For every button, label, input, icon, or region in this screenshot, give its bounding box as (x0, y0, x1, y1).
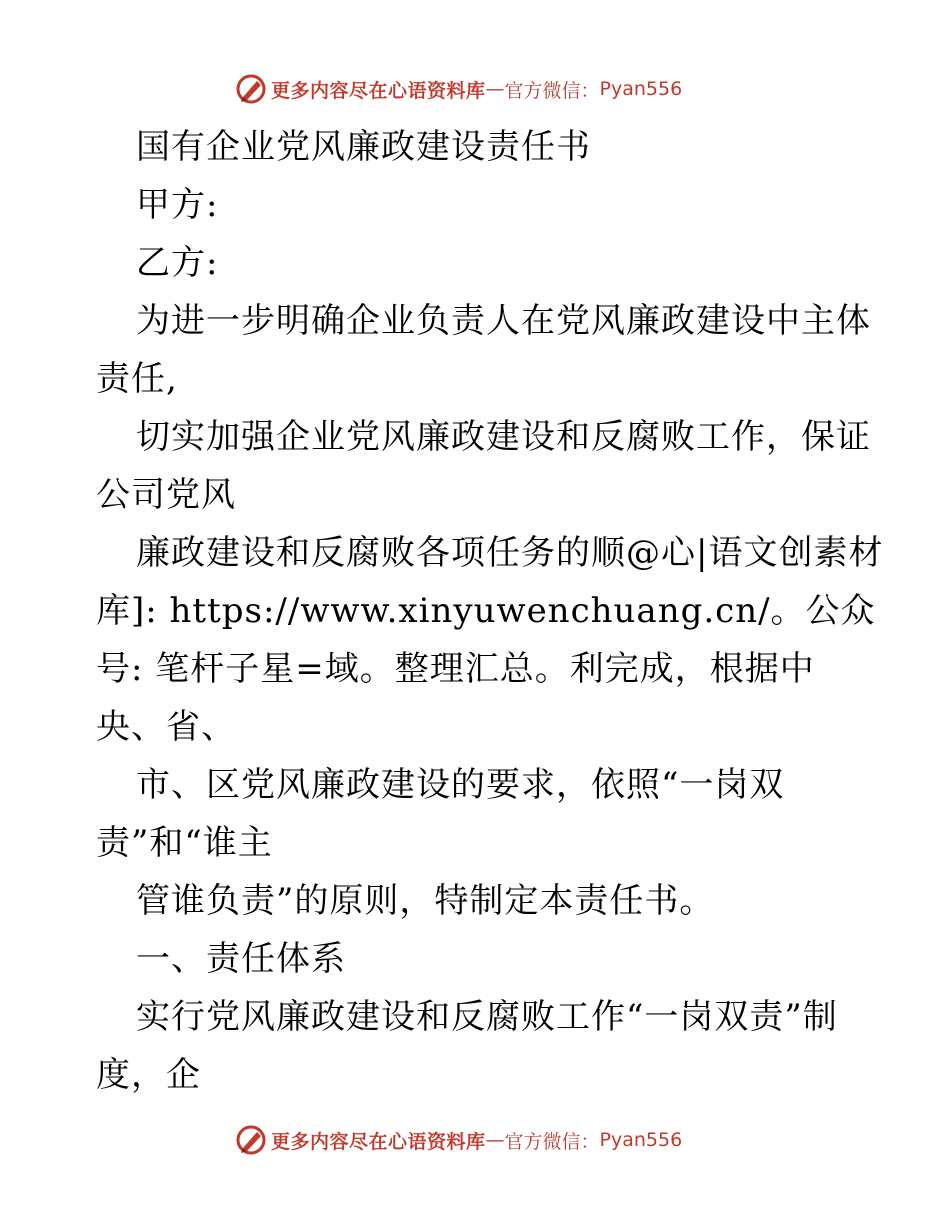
text-line: 度，企 (96, 1055, 201, 1095)
watermark-label: 官方微信： (504, 1130, 600, 1153)
text-line: 央、省、 (96, 707, 236, 747)
section-heading: 一、责任体系 (136, 939, 346, 979)
text-line: 责任, (96, 359, 178, 399)
watermark-separator: — (485, 78, 505, 100)
watermark-id: Pyan556 (599, 1129, 683, 1151)
document-body (96, 118, 884, 1104)
party-a: 甲方: (136, 185, 219, 225)
text-line: 实行党风廉政建设和反腐败工作“一岗双责”制 (136, 997, 838, 1037)
text-line: 管谁负责”的原则，特制定本责任书。 (136, 881, 715, 921)
watermark-separator: — (485, 1129, 505, 1151)
watermark-label: 官方微信： (504, 79, 600, 102)
document-title: 国有企业党风廉政建设责任书 (136, 127, 591, 167)
text-line: 公司党风 (96, 475, 236, 515)
text-line: 为进一步明确企业负责人在党风廉政建设中主体 (136, 301, 871, 341)
text-line: 切实加强企业党风廉政建设和反腐败工作，保证 (136, 417, 871, 457)
text-line: 库]: https://www.xinyuwenchuang.cn/。公众 (96, 591, 876, 631)
text-line: 号: 笔杆子星=域。整理汇总。利完成，根据中 (96, 649, 815, 689)
text-line: 市、区党风廉政建设的要求，依照“一岗双 (136, 765, 785, 805)
pen-logo-icon (235, 1124, 267, 1156)
watermark-id: Pyan556 (599, 78, 683, 100)
text-line: 廉政建设和反腐败各项任务的顺@心|语文创素材 (136, 533, 884, 573)
watermark-text: 更多内容尽在心语资料库 (271, 79, 486, 102)
watermark-header (235, 72, 682, 106)
watermark-footer (235, 1123, 682, 1157)
text-line: 责”和“谁主 (96, 823, 273, 863)
pen-logo-icon (235, 73, 267, 105)
party-b: 乙方: (136, 243, 219, 283)
watermark-text: 更多内容尽在心语资料库 (271, 1130, 486, 1153)
